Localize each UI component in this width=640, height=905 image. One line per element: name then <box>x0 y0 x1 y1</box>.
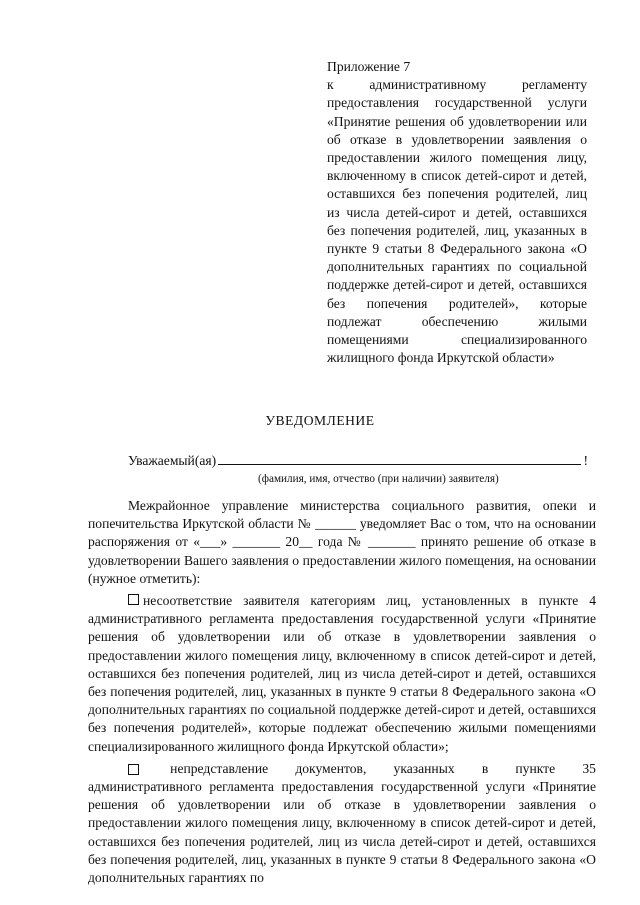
appendix-heading: Приложение 7 <box>327 59 411 74</box>
option-1-checkbox[interactable] <box>128 594 139 605</box>
appendix-block <box>327 58 587 367</box>
recipient-name-field[interactable] <box>218 450 581 465</box>
greeting-label: Уважаемый(ая) <box>128 453 217 468</box>
option-1 <box>88 592 596 756</box>
appendix-body: к административному регламенту предоставления государственной услуги «Принятие решения об удовлетворении или об отказе в удовлетворении заявления о предоставлении жилого помещения лицу, включенному в список детей-сирот и детей, оставшихся без попечения родителей, лиц из числа детей-сирот и детей, оставшихся без попечения родителей, лиц, указанных в пункте 9 статьи 8 Федерального закона «О дополнительных гарантиях по социальной поддержке детей-сирот и детей, оставшихся без попечения родителей», которые подлежат обеспечению жилыми помещениями специализированного жилищного фонда Иркутской области» <box>327 77 587 366</box>
option-2-word-1: непредставление <box>170 760 269 776</box>
main-paragraph: Межрайонное управление министерства социального развития, опеки и попечительства Иркутской области № ______ уведомляет Вас о том, что на основании распоряжения от «___» _______ 20__ года № _______ принято решение об отказе в удовлетворении Вашего заявления о предоставлении жилого помещения, на основании (нужное отметить): <box>88 498 596 586</box>
recipient-name-hint: (фамилия, имя, отчество (при наличии) заявителя) <box>258 473 499 486</box>
option-2-word-6: 35 <box>582 760 596 776</box>
option-1-text: несоответствие заявителя категориям лиц, установленных в пункте 4 административного регламента предоставления государственной услуги «Принятие решения об удовлетворении или об отказе в удовлетворении заявления о предоставлении жилого помещения лицу, включенному в список детей-сирот и детей, оставшихся без попечения родителей, лиц из числа детей-сирот и детей, оставшихся без попечения родителей, лиц, указанных в пункте 9 статьи 8 Федерального закона «О дополнительных гарантиях по социальной поддержке детей-сирот и детей, оставшихся без попечения родителей», которые подлежат обеспечению жилыми помещениями специализированного жилищного фонда Иркутской области»; <box>88 593 596 754</box>
greeting-end: ! <box>583 453 588 468</box>
option-2-word-5: пункте <box>515 760 556 776</box>
option-2-word-2: документов, <box>295 760 367 776</box>
option-2-first-line <box>88 760 596 778</box>
option-2 <box>88 760 596 887</box>
option-2-checkbox[interactable] <box>128 764 139 775</box>
notice-body <box>88 497 596 887</box>
option-2-text: административного регламента предоставления государственной услуги «Принятие решения об удовлетворении или об отказе в удовлетворении заявления о предоставлении жилого помещения лицу, включенному в список детей-сирот и детей, оставшихся без попечения родителей, лиц из числа детей-сирот и детей, оставшихся без попечения родителей, лиц, указанных в пункте 9 статьи 8 Федерального закона «О дополнительных гарантиях по <box>88 779 596 886</box>
option-2-word-3: указанных <box>393 760 455 776</box>
document-title: УВЕДОМЛЕНИЕ <box>265 413 375 428</box>
option-2-word-4: в <box>481 760 489 776</box>
greeting-block <box>128 450 588 486</box>
